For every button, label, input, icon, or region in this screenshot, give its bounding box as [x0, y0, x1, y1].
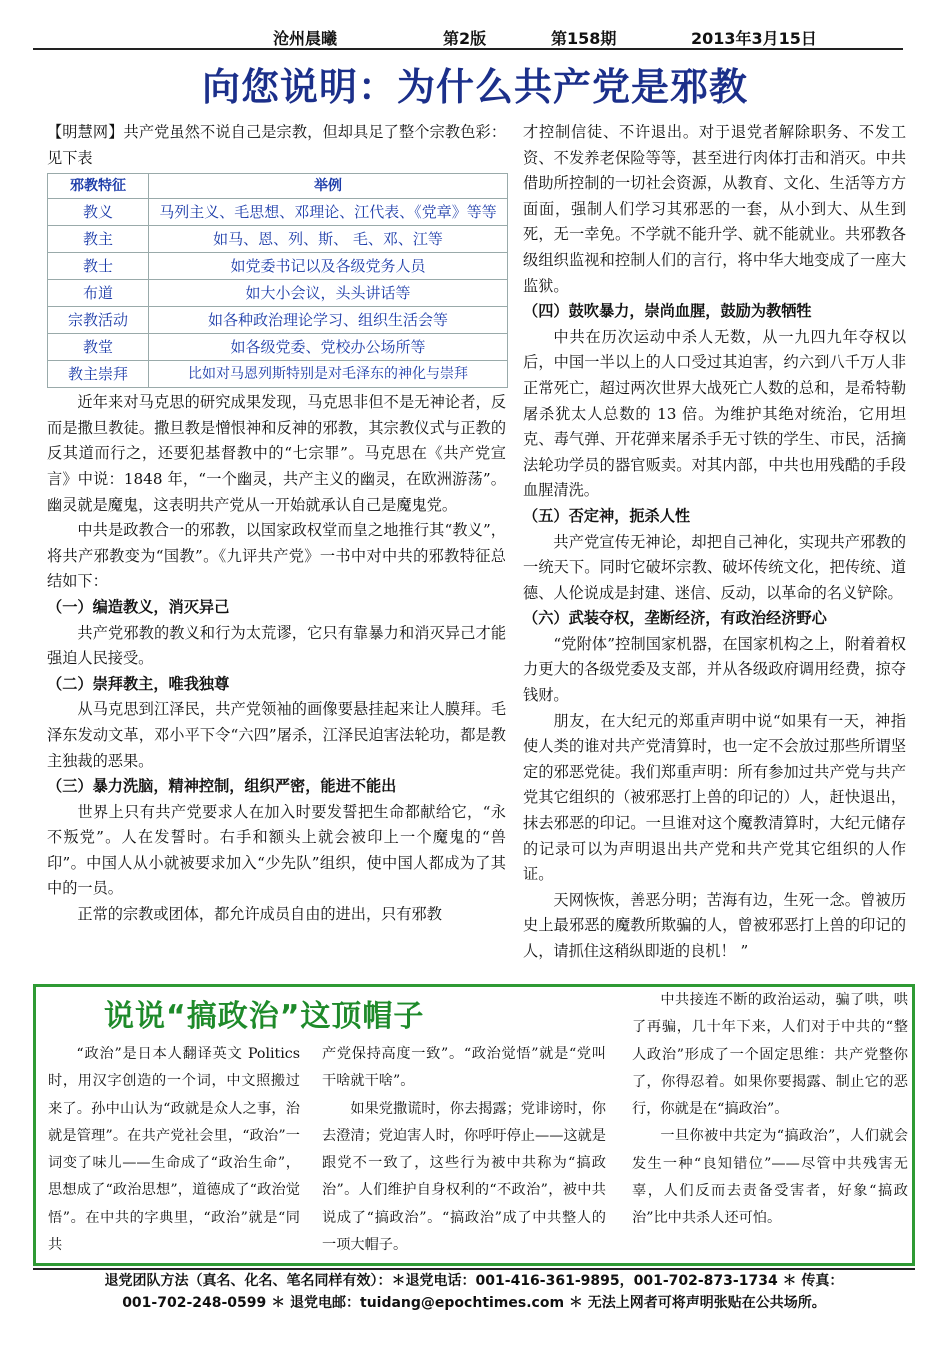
box-column-3	[632, 987, 908, 1233]
table-cell: 宗教活动	[48, 307, 149, 334]
intro-paragraph: 【明慧网】共产党虽然不说自己是宗教，但却具足了整个宗教色彩：见下表	[47, 123, 506, 167]
right-column	[523, 120, 906, 965]
box-paragraph: 产党保持高度一致”。“政治觉悟”就是“党叫干啥就干啥”。	[322, 1046, 606, 1090]
body-paragraph: 朋友，在大纪元的郑重声明中说“如果有一天，神指使人类的谁对共产党清算时，也一定不会放过那些所谓坚定的邪恶党徒。我们郑重声明：所有参加过共产党与共产党其它组织的（被邪恶打上兽的印记的）人，赶快退出，抹去邪恶的印记。一旦谁对这个魔教清算时，大纪元储存的记录可以为声明退出共产党和共产党其它组织的人作证。	[523, 711, 906, 884]
cult-features-table	[47, 173, 508, 388]
footer-line: 001-702-248-0599 ＊ 退党电邮：tuidang@epochtimes.com ＊ 无法上网者可将声明张贴在公共场所。	[122, 1295, 826, 1311]
footer-line: 退党团队方法（真名、化名、笔名同样有效）：＊退党电话：001-416-361-9895，001-702-873-1734 ＊ 传真：	[104, 1273, 844, 1289]
box-paragraph: 一旦你被中共定为“搞政治”，人们就会发生一种“良知错位”——尽管中共残害无辜，人们反而去责备受害者，好象“搞政治”比中共杀人还可怕。	[632, 1128, 908, 1227]
table-cell: 马列主义、毛思想、邓理论、江代表、《党章》等等	[149, 199, 508, 226]
table-cell: 布道	[48, 280, 149, 307]
table-row	[48, 199, 508, 226]
section-heading: （二）崇拜教主，唯我独尊	[47, 674, 230, 693]
table-header-row	[48, 174, 508, 199]
politics-feature-box	[33, 984, 915, 1266]
body-paragraph: 近年来对马克思的研究成果发现，马克思非但不是无神论者，反而是撒旦教徒。撒旦教是憎恨神和反神的邪教，其宗教仪式与正教的反其道而行之，还要犯基督教中的“七宗罪”。马克思在《共产党宣言》中说：1848 年，“一个幽灵，共产主义的幽灵，在欧洲游荡”。幽灵就是魔鬼，这表明共产党从一开始就承认自己是魔鬼党。	[47, 393, 506, 514]
table-cell: 如各级党委、党校办公场所等	[149, 334, 508, 361]
edition-label: 第2版	[443, 29, 487, 48]
body-paragraph: 天网恢恢，善恶分明；苦海有边，生死一念。曾被历史上最邪恶的魔教所欺骗的人，曾被邪恶打上兽的印记的人，请抓住这稍纵即逝的良机！ ”	[523, 890, 906, 960]
body-paragraph: 中共在历次运动中杀人无数，从一九四九年夺权以后，中国一半以上的人口受过其迫害，约六到八千万人非正常死亡，超过两次世界大战死亡人数的总和，是希特勒屠杀犹太人总数的 13 倍。为维护其绝对统治，它用坦克、毒气弹、开花弹来屠杀手无寸铁的学生、市民，活摘法轮功学员的器官贩卖。对其内部，中共也用残酷的手段血腥清洗。	[523, 327, 906, 500]
masthead-bar	[33, 22, 903, 50]
table-row	[48, 307, 508, 334]
table-cell: 教主崇拜	[48, 361, 149, 388]
body-paragraph: 共产党邪教的教义和行为太荒谬，它只有靠暴力和消灭异己才能强迫人民接受。	[47, 623, 506, 668]
table-cell: 教堂	[48, 334, 149, 361]
box-paragraph: “政治”是日本人翻译英文 Politics 时，用汉字创造的一个词，中文照搬过来了。孙中山认为“政就是众人之事，治就是管理”。在共产党社会里，“政治”一词变了味儿——生命成了“政治生命”，思想成了“政治思想”，道德成了“政治觉悟”。在中共的字典里，“政治”就是“同共	[48, 1046, 300, 1254]
table-cell: 如党委书记以及各级党务人员	[149, 253, 508, 280]
table-cell: 教义	[48, 199, 149, 226]
page-headline: 向您说明：为什么共产党是邪教	[201, 65, 748, 109]
table-row	[48, 226, 508, 253]
body-paragraph: “党附体”控制国家机器，在国家机构之上，附着着权力更大的各级党委及支部，并从各级政府调用经费，掠夺钱财。	[523, 634, 906, 705]
table-cell: 教主	[48, 226, 149, 253]
body-paragraph: 中共是政教合一的邪教，以国家政权堂而皇之地推行其“教义”，将共产邪教变为“国教”。《九评共产党》一书中对中共的邪教特征总结如下：	[47, 521, 506, 591]
body-paragraph: 从马克思到江泽民，共产党领袖的画像要悬挂起来让人膜拜。毛泽东发动文革，邓小平下令“六四”屠杀，江泽民迫害法轮功，都是教主独裁的恶果。	[47, 700, 506, 770]
table-header: 举例	[149, 174, 508, 199]
section-heading: （三）暴力洗脑，精神控制，组织严密，能进不能出	[47, 777, 397, 796]
paper-name: 沧州晨曦	[273, 29, 338, 48]
section-heading: （六）武装夺权，垄断经济，有政治经济野心	[523, 609, 827, 628]
table-row	[48, 361, 508, 388]
table-row	[48, 280, 508, 307]
body-paragraph: 正常的宗教或团体，都允许成员自由的进出，只有邪教	[77, 905, 442, 924]
table-cell: 比如对马恩列斯特别是对毛泽东的神化与崇拜	[149, 361, 508, 388]
body-paragraph: 世界上只有共产党要求人在加入时要发誓把生命都献给它，“永不叛党”。人在发誓时。右手和额头上就会被印上一个魔鬼的“兽印”。中国人从小就被要求加入“少先队”组织，使中国人都成为了其中的一员。	[47, 802, 506, 898]
table-cell: 如大小会议，头头讲话等	[149, 280, 508, 307]
table-row	[48, 334, 508, 361]
box-title: 说说“搞政治”这顶帽子	[104, 999, 425, 1034]
box-paragraph: 中共接连不断的政治运动，骗了哄，哄了再骗，几十年下来，人们对于中共的“整人政治”形成了一个固定思维：共产党整你了，你得忍着。如果你要揭露、制止它的恶行，你就是在“搞政治”。	[632, 992, 908, 1118]
section-heading: （五）否定神，扼杀人性	[523, 506, 691, 525]
issue-label: 第158期	[551, 29, 617, 48]
table-row	[48, 253, 508, 280]
table-cell: 如各种政治理论学习、组织生活会等	[149, 307, 508, 334]
box-column-1	[48, 1041, 300, 1259]
box-paragraph: 如果党撒谎时，你去揭露；党诽谤时，你去澄清；党迫害人时，你呼吁停止——这就是跟党不一致了，这些行为被中共称为“搞政治”。人们维护自身权利的“不政治”，被中共说成了“搞政治”。“搞政治”成了中共整人的一项大帽子。	[322, 1100, 606, 1254]
section-heading: （四）鼓吹暴力，崇尚血腥，鼓励为教牺牲	[523, 302, 812, 321]
footer-contact	[33, 1268, 915, 1314]
table-cell: 教士	[48, 253, 149, 280]
date-label: 2013年3月15日	[691, 29, 817, 48]
section-heading: （一）编造教义，消灭异己	[47, 597, 230, 616]
body-paragraph: 才控制信徒、不许退出。对于退党者解除职务、不发工资、不发养老保险等等，甚至进行肉体打击和消灭。中共借助所控制的一切社会资源，从教育、文化、生活等方方面面，强制人们学习其邪恶的一套，从小到大、从生到死，无一幸免。不学就不能升学、就不能就业。共邪教各级组织监视和控制人们的言行，将中华大地变成了一座大监狱。	[523, 123, 906, 295]
table-cell: 如马、恩、列、斯、 毛、邓、江等	[149, 226, 508, 253]
box-column-2	[322, 1041, 606, 1259]
left-column	[47, 120, 506, 928]
table-header: 邪教特征	[48, 174, 149, 199]
body-paragraph: 共产党宣传无神论，却把自己神化，实现共产邪教的一统天下。同时它破坏宗教、破坏传统文化，把传统、道德、人伦说成是封建、迷信、反动，以革命的名义铲除。	[523, 532, 906, 602]
